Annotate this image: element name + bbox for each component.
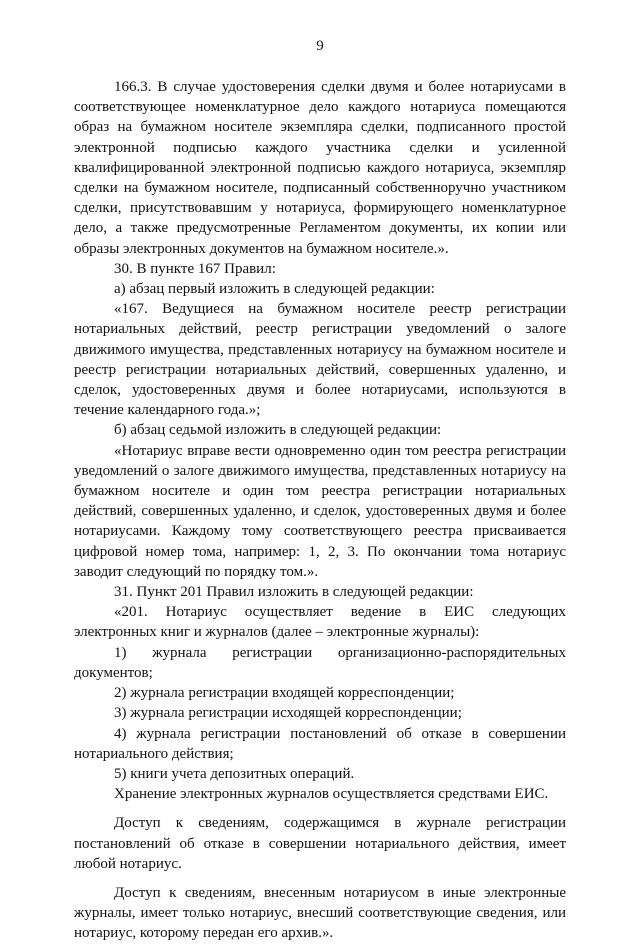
list-item-1: 1) журнала регистрации организационно-распорядительных документов; [74, 644, 566, 681]
paragraph-subitem-a: а) абзац первый изложить в следующей редакции: [114, 281, 435, 298]
list-item-5: 5) книги учета депозитных операций. [114, 765, 355, 782]
paragraph-quote-167: «167. Ведущиеся на бумажном носителе реестр регистрации нотариальных действий, реестр регистрации уведомлений о залоге движимого имущества, представленных нотариусу на бумажном носителе и реестр регистрации нотариальных действий, совершенных удаленно, и сделок, удостоверенных двумя и более нотариусами, используются в течение календарного года.»; [74, 301, 566, 419]
list-item-3: 3) журнала регистрации исходящей корреспонденции; [114, 705, 462, 722]
page-number: 9 [316, 38, 324, 54]
paragraph-item-30: 30. В пункте 167 Правил: [114, 260, 276, 277]
paragraph-subitem-b: б) абзац седьмой изложить в следующей редакции: [114, 422, 442, 439]
paragraph-access-other: Доступ к сведениям, внесенным нотариусом в иные электронные журналы, имеет только нотариус, внесший соответствующие сведения, или нотариус, которому передан его архив.». [74, 884, 566, 942]
paragraph-quote-201: «201. Нотариус осуществляет ведение в ЕИС следующих электронных книг и журналов (далее – электронные журналы): [74, 604, 566, 641]
list-item-2: 2) журнала регистрации входящей корреспонденции; [114, 685, 455, 702]
paragraph-access-refusals: Доступ к сведениям, содержащимся в журнале регистрации постановлений об отказе в совершении нотариального действия, имеет любой нотариус. [74, 815, 566, 872]
paragraph-storage: Хранение электронных журналов осуществляется средствами ЕИС. [114, 786, 549, 803]
paragraph-166-3: 166.3. В случае удостоверения сделки двумя и более нотариусами в соответствующее номенклатурное дело каждого нотариуса помещаются образ на бумажном носителе экземпляра сделки, подписанного простой электронной подписью каждого участника сделки и усиленной квалифицированной электронной подписью каждого нотариуса, экземпляр сделки на бумажном носителе, подписанный собственноручно участником сделки, присутствовавшим у нотариуса, формирующего номенклатурное дело, а также предусмотренные Регламентом документы, их копии или образы электронных документов на бумажном носителе.». [74, 79, 566, 257]
paragraph-item-31: 31. Пункт 201 Правил изложить в следующей редакции: [114, 584, 474, 601]
paragraph-quote-notary-volumes: «Нотариус вправе вести одновременно один том реестра регистрации уведомлений о залоге движимого имущества, представленных нотариусу на бумажном носителе и один том реестра регистрации нотариальных действий, совершенных удаленно, и сделок, удостоверенных двумя и более нотариусами. Каждому тому соответствующего реестра присваивается цифровой номер тома, например: 1, 2, 3. По окончании тома нотариус заводит следующий по порядку том.». [74, 442, 566, 580]
document-body [74, 77, 566, 944]
list-item-4: 4) журнала регистрации постановлений об отказе в совершении нотариального действия; [74, 725, 566, 762]
